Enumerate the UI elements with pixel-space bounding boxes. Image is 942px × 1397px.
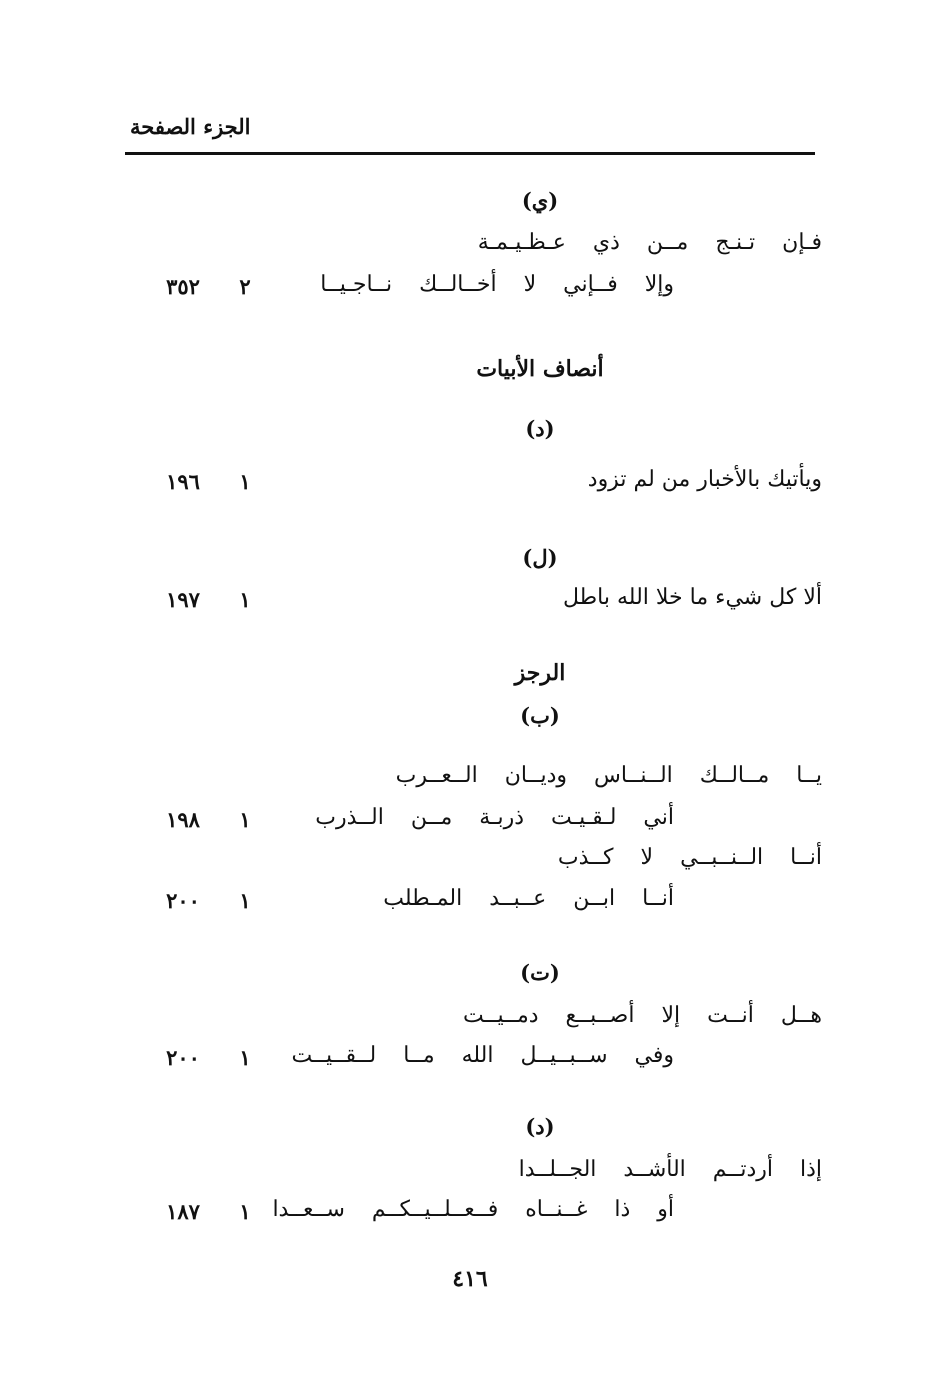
part-number: ٢ xyxy=(239,274,251,299)
rajaz-line-2: أو ذا غــنــاه فــعــلــيــكــم ســعــدا xyxy=(272,1197,674,1222)
page-reference: ١٩٨ xyxy=(166,807,200,832)
half-verse-line: ألا كل شيء ما خلا الله باطل xyxy=(563,585,822,610)
part-number: ١ xyxy=(239,469,251,494)
letter-heading-ya: (ي) xyxy=(521,188,559,213)
part-number: ١ xyxy=(239,1199,251,1224)
rajaz-line-1: هــل أنــت إلا أصــبــع دمــيــت xyxy=(462,1003,822,1028)
section-heading-ansaf: أنصاف الأبيات xyxy=(476,356,604,382)
letter-heading-ta: (ت) xyxy=(520,960,560,985)
letter-heading-dal: (د) xyxy=(525,416,555,441)
page-reference: ١٩٧ xyxy=(166,587,200,612)
rajaz-line-3: أنــا الــنــبــي لا كــذب xyxy=(557,845,822,870)
letter-heading-lam: (ل) xyxy=(522,545,558,570)
page-reference: ١٨٧ xyxy=(166,1199,200,1224)
half-verse-line: ويأتيك بالأخبار من لم تزود xyxy=(587,467,822,492)
part-number: ١ xyxy=(239,888,251,913)
rajaz-line-2: وفي ســبــيــل الله مــا لــقــيــت xyxy=(291,1043,674,1068)
section-heading-rajaz: الرجز xyxy=(514,660,566,686)
running-header: الجزء الصفحة xyxy=(130,114,251,139)
verse-hemistich-1: فـإن تـنـج مــن ذي عـظـيـمـة xyxy=(477,230,822,255)
letter-heading-ba: (ب) xyxy=(520,703,560,728)
rajaz-line-1: يــا مــالــك الــنــاس وديــان الــعــرب xyxy=(395,763,822,788)
part-number: ١ xyxy=(239,587,251,612)
rajaz-line-1: إذا أردتــم الأشــد الجــلــدا xyxy=(518,1157,822,1182)
page-number: ٤١٦ xyxy=(452,1266,488,1292)
header-rule xyxy=(125,152,815,155)
page-reference: ١٩٦ xyxy=(166,469,200,494)
rajaz-line-2: أني لـقـيـت ذربـة مــن الــذرب xyxy=(315,805,674,830)
verse-hemistich-2: وإلا فــإني لا أخــالــك نــاجـيــا xyxy=(320,272,674,297)
letter-heading-dal: (د) xyxy=(525,1114,555,1139)
part-number: ١ xyxy=(239,1045,251,1070)
page-reference: ٣٥٢ xyxy=(166,274,200,299)
page-reference: ٢٠٠ xyxy=(166,1045,200,1070)
part-number: ١ xyxy=(239,807,251,832)
page-reference: ٢٠٠ xyxy=(166,888,200,913)
rajaz-line-4: أنــا ابــن عــبــد المـطلب xyxy=(383,886,674,911)
